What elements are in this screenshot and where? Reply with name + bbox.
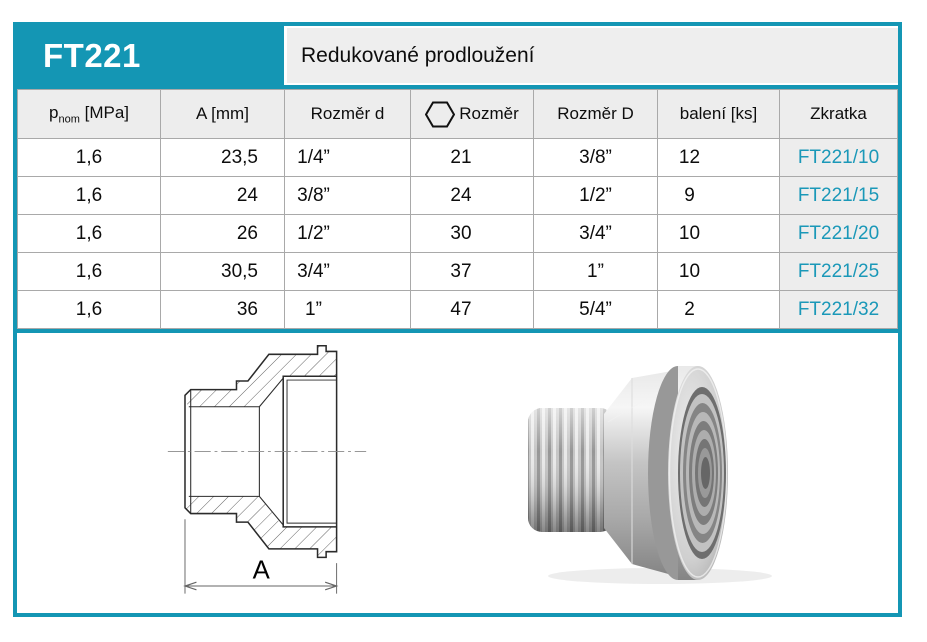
table-cell: 1/2” — [285, 215, 411, 253]
table-cell: 3/8” — [534, 139, 658, 177]
female-thread-bore — [678, 387, 726, 559]
table-cell: 1,6 — [18, 291, 161, 329]
datasheet-card — [13, 22, 902, 617]
table-cell: 21 — [411, 139, 534, 177]
product-code-link[interactable]: FT221/32 — [780, 291, 898, 329]
table-row — [18, 215, 898, 253]
col-header-rozmer-hex — [411, 90, 534, 139]
table-row — [18, 253, 898, 291]
product-title: Redukované prodloužení — [287, 26, 898, 85]
table-cell: 5/4” — [534, 291, 658, 329]
table-cell: 3/4” — [285, 253, 411, 291]
table-cell: 2 — [658, 291, 780, 329]
col-header-baleni: balení [ks] — [658, 90, 780, 139]
male-thread — [528, 408, 614, 532]
table-cell: 36 — [161, 291, 285, 329]
col-header-rozmer-hex-label: Rozměr — [459, 104, 519, 123]
table-cell: 1,6 — [18, 177, 161, 215]
table-row — [18, 139, 898, 177]
table-cell: 10 — [658, 253, 780, 291]
col-header-rozmer-D: Rozměr D — [534, 90, 658, 139]
table-cell: 10 — [658, 215, 780, 253]
table-cell: 23,5 — [161, 139, 285, 177]
col-header-rozmer-d: Rozměr d — [285, 90, 411, 139]
product-code-link[interactable]: FT221/10 — [780, 139, 898, 177]
technical-drawing — [162, 340, 372, 607]
product-code-link[interactable]: FT221/25 — [780, 253, 898, 291]
table-row — [18, 291, 898, 329]
title-band — [17, 26, 898, 89]
col-header-zkratka: Zkratka — [780, 90, 898, 139]
dimension-label: A — [252, 555, 271, 584]
table-cell: 37 — [411, 253, 534, 291]
table-cell: 12 — [658, 139, 780, 177]
header-row — [18, 90, 898, 139]
product-code: FT221 — [17, 26, 284, 85]
table-cell: 9 — [658, 177, 780, 215]
product-photo — [520, 358, 800, 588]
table-cell: 1,6 — [18, 215, 161, 253]
table-cell: 24 — [161, 177, 285, 215]
hex-nut-icon — [425, 101, 455, 128]
table-row — [18, 177, 898, 215]
table-cell: 1” — [534, 253, 658, 291]
table-cell: 1/4” — [285, 139, 411, 177]
figure-section — [17, 329, 898, 613]
table-cell: 1,6 — [18, 139, 161, 177]
table-cell: 30,5 — [161, 253, 285, 291]
table-cell: 1” — [285, 291, 411, 329]
technical-drawing-area — [17, 333, 458, 613]
product-photo-area — [458, 333, 899, 613]
product-code-link[interactable]: FT221/15 — [780, 177, 898, 215]
table-cell: 47 — [411, 291, 534, 329]
table-cell: 1,6 — [18, 253, 161, 291]
table-cell: 1/2” — [534, 177, 658, 215]
col-header-pnom: $p_{nom}$ [MPa] — [18, 90, 161, 139]
table-cell: 30 — [411, 215, 534, 253]
product-code-link[interactable]: FT221/20 — [780, 215, 898, 253]
spec-table — [17, 89, 898, 329]
table-cell: 3/4” — [534, 215, 658, 253]
table-cell: 3/8” — [285, 177, 411, 215]
table-cell: 24 — [411, 177, 534, 215]
table-cell: 26 — [161, 215, 285, 253]
col-header-a: A [mm] — [161, 90, 285, 139]
